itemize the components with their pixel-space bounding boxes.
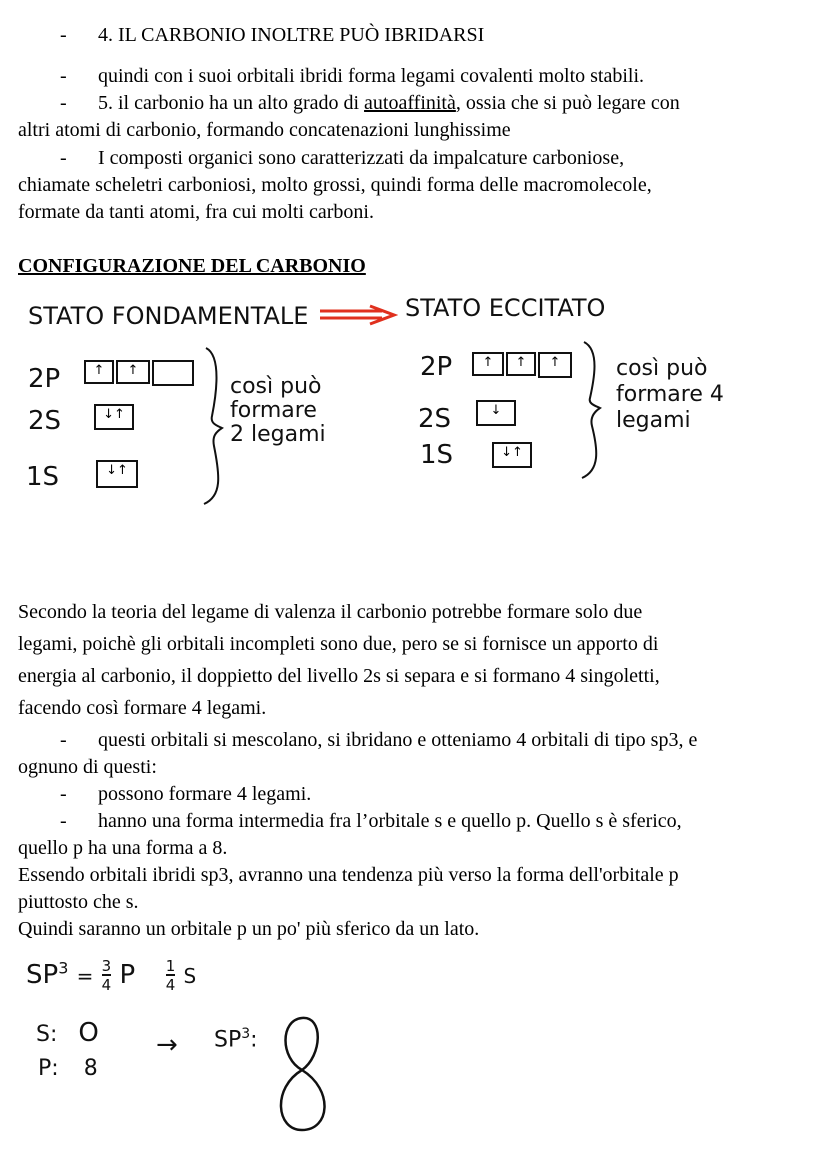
excited-brace-icon [578,340,604,480]
ground-state-label: STATO FONDAMENTALE [28,302,309,330]
sp3-paragraph-3: Quindi saranno un orbitale p un po' più sferico da un lato. [18,918,480,940]
ground-2p-label: 2P [28,364,61,394]
ground-2s-label: 2S [28,406,62,436]
excited-2p-box-3: ↑ [538,352,572,378]
excited-2s-label: 2S [418,404,452,434]
section-title: CONFIGURAZIONE DEL CARBONIO [18,255,366,277]
list-item-hybrid: - questi orbitali si mescolano, si ibridano e otteniamo 4 orbitali di tipo sp3, e [60,729,698,751]
autoaffinita-term: autoaffinità [364,92,456,114]
s-orbital-icon: O [78,1018,99,1048]
ground-brace-icon [200,346,226,506]
valence-paragraph: Secondo la teoria del legame di valenza il carbonio potrebbe formare solo due legami, poichè gli orbitali incompleti sono due, pero se si fornisce un apporto di energia al carbonio, il doppietto del livello 2s si separa e si formano 4 singoletti, facendo così formare 4 legami. [18,601,660,719]
transition-arrow-icon [318,304,398,326]
excited-2p-box-1: ↑ [472,352,504,376]
excited-state-label: STATO ECCITATO [405,294,606,322]
list-item-shape: - hanno una forma intermedia fra l’orbitale s e quello p. Quello s è sferico, [60,810,682,832]
list-item-4: - 4. IL CARBONIO INOLTRE PUÒ IBRIDARSI [60,24,485,46]
list-item-5: - 5. il carbonio ha un alto grado di autoaffinità, ossia che si può legare con [60,92,680,114]
ground-2p-box-2: ↑ [116,360,150,384]
sp3-paragraph-1: Essendo orbitali ibridi sp3, avranno una tendenza più verso la forma dell'orbitale p [18,864,679,886]
ground-2p-box-3 [152,360,194,386]
s-orbital-row: S: O [36,1018,99,1048]
sp3-label: $SP^3$: [214,1026,258,1053]
list-item-bonds: - possono formare 4 legami. [60,783,312,805]
ground-1s-label: 1S [26,462,60,492]
list-item-5-cont: altri atomi di carbonio, formando concatenazioni lunghissime [18,119,511,141]
ground-1s-box: ↓↑ [96,460,138,488]
excited-2p-box-2: ↑ [506,352,536,376]
p-orbital-icon: 8 [83,1056,98,1081]
p-orbital-row: P: 8 [38,1056,98,1081]
excited-2s-box: ↓ [476,400,516,426]
ground-note: così può formare 2 legami [230,374,326,447]
organic-line-3: formate da tanti atomi, fra cui molti carboni. [18,201,374,223]
hybrid-line-2: ognuno di questi: [18,756,157,778]
list-item-organic: - I composti organici sono caratterizzati da impalcature carboniose, [60,147,625,169]
excited-1s-label: 1S [420,440,454,470]
arrow-icon: → [156,1030,178,1060]
excited-2p-label: 2P [420,352,453,382]
sp3-formula: $SP^3 = \frac{3}{4}$ P $\frac{1}{4}$ S [26,957,197,994]
ground-2s-box: ↓↑ [94,404,134,430]
sp3-paragraph-2: piuttosto che s. [18,891,139,913]
excited-note: così può formare 4 legami [616,356,724,433]
organic-line-2: chiamate scheletri carboniosi, molto grossi, quindi forma delle macromolecole, [18,174,652,196]
sp3-orbital-icon [262,1012,342,1136]
shape-line-2: quello p ha una forma a 8. [18,837,228,859]
excited-1s-box: ↓↑ [492,442,532,468]
list-item-4-sub: - quindi con i suoi orbitali ibridi forma legami covalenti molto stabili. [60,65,645,87]
ground-2p-box-1: ↑ [84,360,114,384]
